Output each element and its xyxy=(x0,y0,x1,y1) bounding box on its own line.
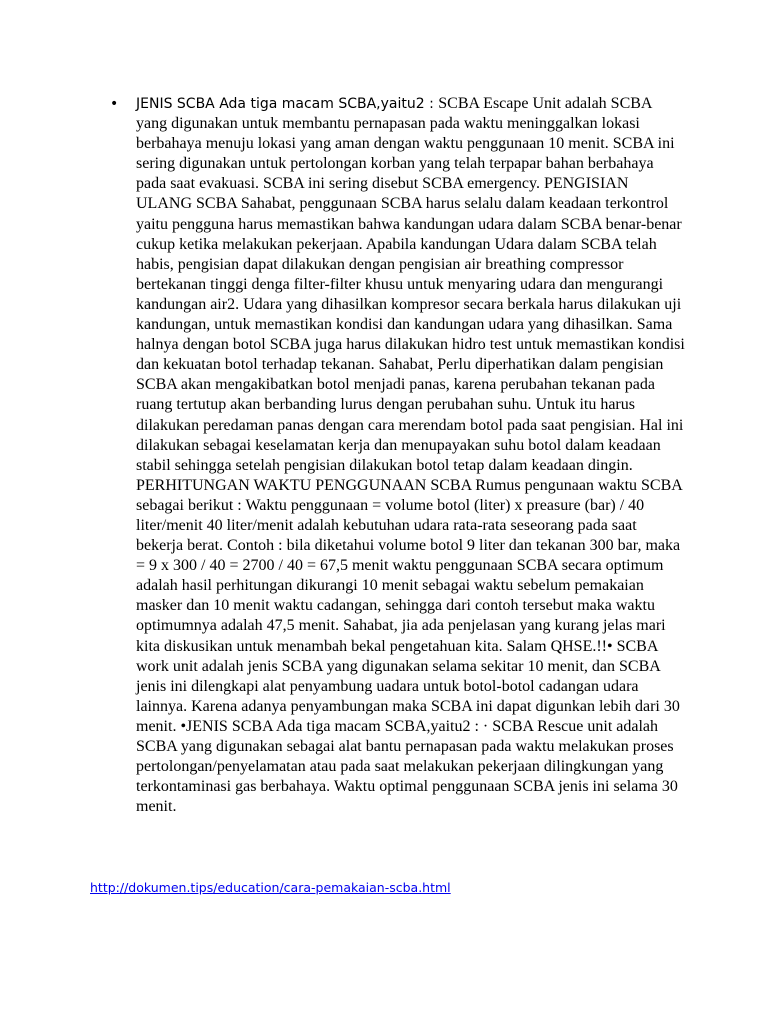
bullet-icon: • xyxy=(110,96,119,112)
bullet-list xyxy=(108,94,686,817)
lead-text: JENIS SCBA Ada tiga macam SCBA,yaitu2 : xyxy=(136,96,439,112)
paragraph-text xyxy=(136,94,686,817)
body-text: SCBA Escape Unit adalah SCBA yang digunakan untuk membantu pernapasan pada waktu meninggalkan lokasi berbahaya menuju lokasi yang aman dengan waktu penggunaan 10 menit. SCBA ini sering digunakan untuk pertolongan korban yang telah terpapar bahan berbahaya pada saat evakuasi. SCBA ini sering disebut SCBA emergency. PENGISIAN ULANG SCBA Sahabat, penggunaan SCBA harus selalu dalam keadaan terkontrol yaitu pengguna harus memastikan bahwa kandungan udara dalam SCBA benar-benar cukup ketika melakukan pekerjaan. Apabila kandungan Udara dalam SCBA telah habis, pengisian dapat dilakukan dengan pengisian air breathing compressor bertekanan tinggi denga filter-filter khusu untuk menyaring udara dan mengurangi kandungan air2. Udara yang dihasilkan kompresor secara berkala harus dilakukan uji kandungan, untuk memastikan kondisi dan kandungan udara yang dihasilkan. Sama halnya dengan botol SCBA juga harus dilakukan hidro test untuk memastikan kondisi dan kekuatan botol terhadap tekanan. Sahabat, Perlu diperhatikan dalam pengisian SCBA akan mengakibatkan botol menjadi panas, karena perubahan tekanan pada ruang tertutup akan berbanding lurus dengan perubahan suhu. Untuk itu harus dilakukan peredaman panas dengan cara merendam botol pada saat pengisian. Hal ini dilakukan sebagai keselamatan kerja dan menupayakan suhu botol dalam keadaan stabil sehingga setelah pengisian dilakukan botol tetap dalam keadaan dingin. PERHITUNGAN WAKTU PENGGUNAAN SCBA Rumus pengunaan waktu SCBA sebagai berikut : Waktu penggunaan = volume botol (liter) x preasure (bar) / 40 liter/menit 40 liter/menit adalah kebutuhan udara rata-rata seseorang pada saat bekerja berat. Contoh : bila diketahui volume botol 9 liter dan tekanan 300 bar, maka = 9 x 300 / 40 = 2700 / 40 = 67,5 menit waktu penggunaan SCBA secara optimum adalah hasil perhitungan dikurangi 10 menit sebagai waktu sebelum pemakaian masker dan 10 menit waktu cadangan, sehingga dari contoh tersebut maka waktu optimumnya adalah 47,5 menit. Sahabat, jia ada penjelasan yang kurang jelas mari kita diskusikan untuk menambah bekal pengetahuan kita. Salam QHSE.!!• SCBA work unit adalah jenis SCBA yang digunakan selama sekitar 10 menit, dan SCBA jenis ini dilengkapi alat penyambung uadara untuk botol-botol cadangan udara lainnya. Karena adanya penyambungan maka SCBA ini dapat digunkan lebih dari 30 menit. •JENIS SCBA Ada tiga macam SCBA,yaitu2 : · SCBA Rescue unit adalah SCBA yang digunakan sebagai alat bantu pernapasan pada waktu melakukan proses pertolongan/penyelamatan atau pada saat melakukan pekerjaan dilingkungan yang terkontaminasi gas berbahaya. Waktu optimal penggunaan SCBA jenis ini selama 30 menit. xyxy=(136,95,685,816)
source-link[interactable]: http://dokumen.tips/education/cara-pemakaian-scba.html xyxy=(90,880,451,895)
list-item xyxy=(108,94,686,817)
